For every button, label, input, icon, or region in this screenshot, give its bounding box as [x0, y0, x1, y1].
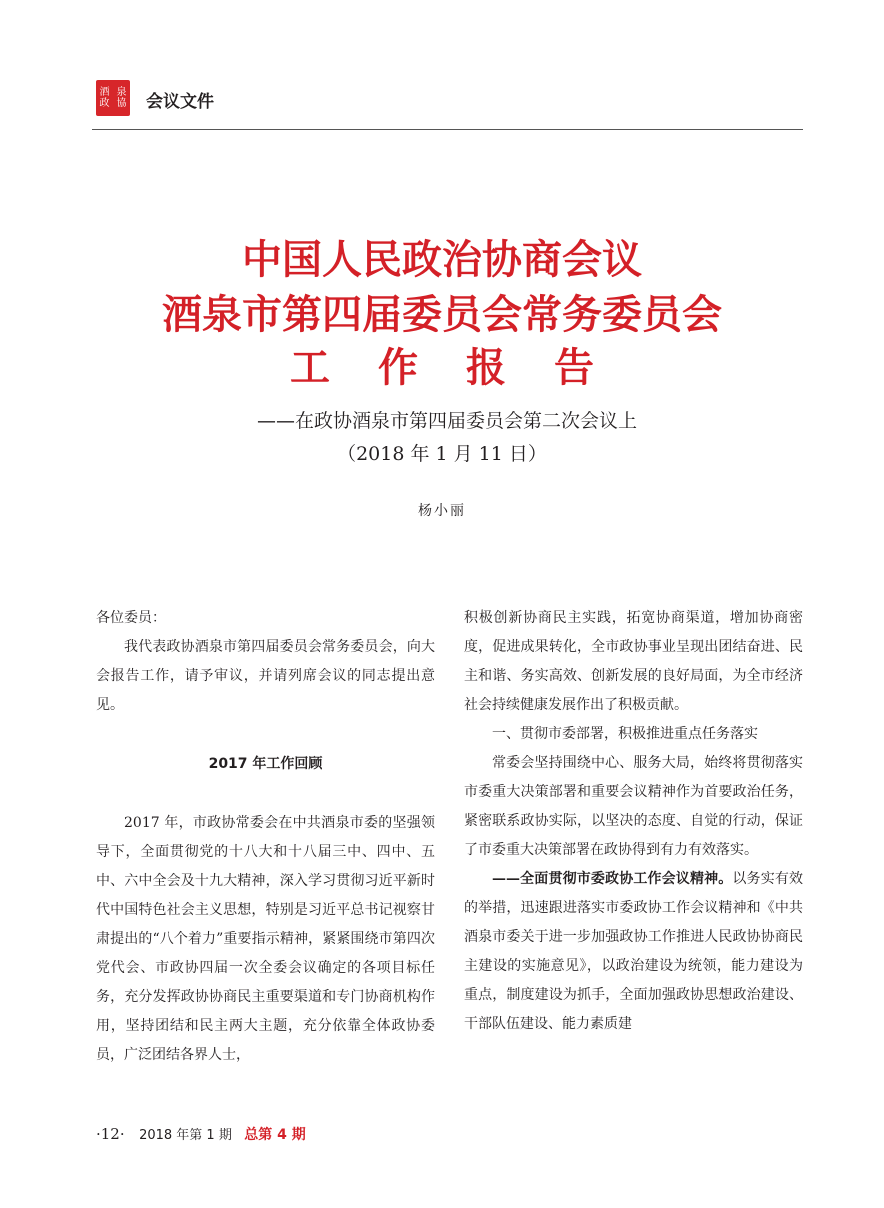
subtitle: ——在政协酒泉市第四届委员会第二次会议上 [256, 410, 637, 432]
author: 杨小丽 [418, 503, 466, 519]
subheading-1: 一、贯彻市委部署，积极推进重点任务落实 [492, 726, 758, 742]
cppcc-logo [96, 80, 130, 116]
logo-char: 泉 [116, 87, 127, 98]
page-footer [96, 1124, 306, 1144]
title-line-2: 酒泉市第四届委员会常务委员会 [162, 291, 722, 338]
section-name: 会议文件 [146, 92, 214, 112]
logo-char: 酒 [99, 87, 110, 98]
paragraph-3-body: 以务实有效的举措，迅速跟进落实市委政协工作会议精神和《中共酒泉市委关于进一步加强政协工作推进人民政协协商民主建设的实施意见》，以政治建设为统领，能力建设为重点，制度建设为抓手，全面加强政协思想政治建设、干部队伍建设、能力素质建 [464, 871, 804, 1032]
page-number: ·12· [96, 1125, 125, 1143]
paragraph-2: 常委会坚持围绕中心、服务大局，始终将贯彻落实市委重大决策部署和重要会议精神作为首要政治任务，紧密联系政协实际，以坚决的态度、自觉的行动，保证了市委重大决策部署在政协得到有力有效落实。 [464, 755, 803, 858]
right-column [464, 604, 803, 1039]
paragraph-3-lead: ——全面贯彻市委政协工作会议精神。 [492, 871, 733, 887]
review-paragraph-continued: 积极创新协商民主实践，拓宽协商渠道，增加协商密度，促进成果转化，全市政协事业呈现出团结奋进、民主和谐、务实高效、创新发展的良好局面，为全市经济社会持续健康发展作出了积极贡献。 [464, 610, 803, 713]
review-paragraph: 2017 年，市政协常委会在中共酒泉市委的坚强领导下，全面贯彻党的十八大和十八届三中、四中、五中、六中全会及十九大精神，深入学习贯彻习近平新时代中国特色社会主义思想，特别是习近平总书记视察甘肃提出的“八个着力”重要指示精神，紧紧围绕市第四次党代会、市政协四届一次全委会议确定的各项目标任务，充分发挥政协协商民主重要渠道和专门协商机构作用，坚持团结和民主两大主题，充分依靠全体政协委员，广泛团结各界人士， [96, 815, 435, 1063]
header-divider [92, 129, 803, 130]
title-line-3: 工作报告 [290, 344, 642, 391]
salutation: 各位委员： [96, 610, 166, 626]
issue-label: 2018 年第 1 期 [139, 1128, 232, 1143]
title-line-1: 中国人民政治协商会议 [242, 236, 642, 283]
report-date: （2018 年 1 月 11 日） [337, 443, 547, 465]
left-column [96, 604, 435, 1070]
logo-char: 政 [99, 98, 110, 109]
total-issue-label: 总第 4 期 [244, 1127, 306, 1143]
intro-paragraph: 我代表政协酒泉市第四届委员会常务委员会，向大会报告工作，请予审议，并请列席会议的同志提出意见。 [96, 639, 435, 713]
logo-char: 協 [116, 98, 127, 109]
paragraph-3 [464, 865, 803, 1039]
section-heading: 2017 年工作回顾 [208, 756, 323, 772]
